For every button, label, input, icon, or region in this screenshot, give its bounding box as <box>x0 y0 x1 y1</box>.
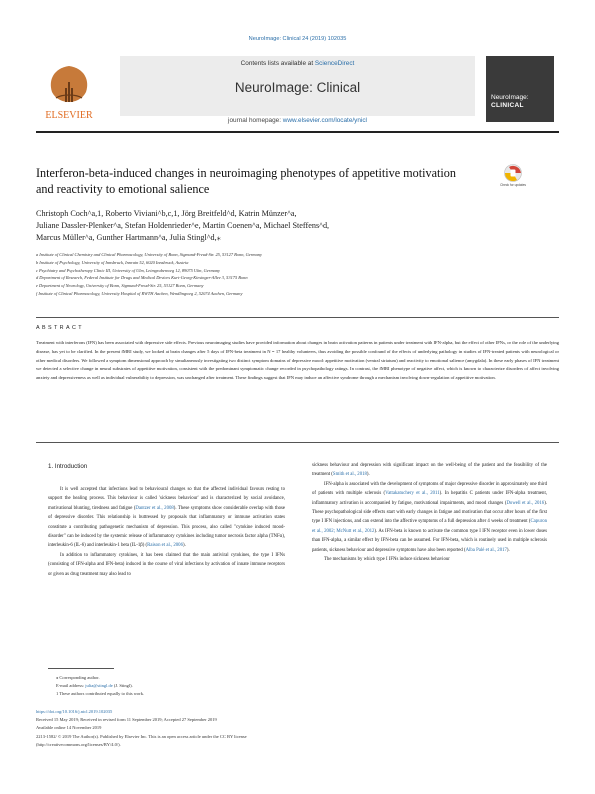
journal-title: NeuroImage: Clinical <box>234 80 361 95</box>
cover-line-1: NeuroImage: <box>491 94 529 101</box>
footnotes <box>56 674 356 698</box>
abstract-heading: ABSTRACT <box>36 325 84 331</box>
corresponding-author-note: ⁎ Corresponding author. <box>56 675 100 680</box>
intro-paragraph-4: The mechanisms by which type I IFNs induce sickness behaviour <box>324 557 450 563</box>
citation-link[interactable]: Vattakatuchery et al., 2011 <box>385 491 440 497</box>
intro-paragraph-1: It is well accepted that infections lead to behavioural changes so that the affected individual favours resting to support the healing process. This behaviour is called 'sickness behaviour' and is characterized by social avoidance, motivational blunting, tiredness and fatigue (Dantzer et al., 2008). These symptoms show considerable overlap with those of depressive disorder. This relationship is buttressed by proposals that inflammatory or immune activation states constitute a contributing pathogenetic mechanism of depression. This process, also called "cytokine induced mood-disorder" can be induced by the systemic release of inflammatory cytokines including tumor necrosis factor alpha (TNFα), interleukin-6 (IL-6) and interleukin-1 beta (IL-1β) (Raison et al., 2006). <box>48 487 285 549</box>
contents-line <box>120 60 475 67</box>
homepage-prefix: journal homepage: <box>228 117 283 124</box>
authors-line-1: Christoph Coch^a,1, Roberto Viviani^b,c,1, Jörg Breitfeld^d, Katrin Münzer^a, <box>36 209 297 218</box>
available-online: Available online 14 November 2019 <box>36 725 102 731</box>
journal-cover-image <box>486 56 554 122</box>
abstract-bottom-rule <box>36 442 559 443</box>
citation-link[interactable]: Raison et al., 2006 <box>147 543 183 549</box>
citation-link[interactable]: Alba Palé et al., 2017 <box>465 547 507 553</box>
article-title: Interferon-beta-induced changes in neuroimaging phenotypes of appetitive motivation and reactivity to emotional salience <box>36 166 456 196</box>
received-dates: Received 15 May 2019; Received in revised form 11 September 2019; Accepted 27 September 2019 <box>36 717 217 723</box>
affiliation: d Department of Research, Federal Institute for Drugs and Medical Devices Kurt-Georg-Kiesinger-Allee 3, 53175 Bonn <box>36 275 248 281</box>
intro-paragraph-2: In addition to inflammatory cytokines, it has been claimed that the main antiviral cytokines, the type I IFNs (consisting of IFN-alpha and IFN-beta) induced in the course of viral infections by activation of innate immune receptors or given as drug treatment may also lead to <box>48 552 285 577</box>
doi-link[interactable]: https://doi.org/10.1016/j.nicl.2019.102035 <box>36 709 113 714</box>
citation-link[interactable]: Smith et al., 2018 <box>332 472 367 478</box>
abstract-text: Treatment with interferons (IFN) has been associated with depressive side effects. Previous neuroimaging studies have provided information about changes in brain activation patterns in patients under treatment with IFN-alpha, but the effect of other IFNs, or the role of the underlying disease, has yet to be clarified. In the present fMRI study, we looked at brain changes after 5 days of IFN-beta treatment in N = 17 healthy volunteers, thus avoiding the possible confound of the effects of underlying pathology in studies of IFN-treated patients with neurological or other medical disorders. We followed a symptom dimensional approach by simultaneously investigating two distinct symptom domains of depressive mood: appetitive motivation (ventral striatum) and reactivity to emotional salience (amygdala). In these early phases of IFN treatment we detected a selective change in neural substrates of appetitive motivation, consistent with the predominant symptomatic change recorded in psychopathology ratings. In contrast, the fMRI phenotype of negative affect, which is known to characterize disorders of affect involving anxiety and depressiveness as well as individual vulnerability to depression, was unchanged after treatment. These findings suggest that IFN may induce an affective syndrome through a mechanism involving down-regulation of appetitive motivation. <box>36 340 559 381</box>
abstract-top-rule <box>36 317 559 318</box>
sciencedirect-link[interactable]: ScienceDirect <box>314 60 355 67</box>
check-for-updates-icon[interactable] <box>502 163 524 193</box>
contents-prefix: Contents lists available at <box>240 60 315 67</box>
affiliation: f Institute of Clinical Pharmacology, University Hospital of RWTH Aachen, Wendlingweg 2, 52074 Aachen, Germany <box>36 290 243 296</box>
license-url[interactable]: (http://creativecommons.org/licenses/BY/4.0/). <box>36 741 121 747</box>
affiliation: c Psychiatry and Psychotherapy Clinic III, University of Ulm, Leimgrubenweg 12, 89075 Ulm, Germany <box>36 267 221 273</box>
email-note: E-mail address: julia@stingl.de (J. Stingl). <box>56 683 133 688</box>
equal-contribution-note: 1 These authors contributed equally to this work. <box>56 691 145 696</box>
article-info-footer <box>36 708 559 749</box>
badge-label: Check for updates <box>500 183 526 187</box>
header-rule <box>36 131 559 133</box>
journal-homepage <box>120 117 475 124</box>
homepage-link[interactable]: www.elsevier.com/locate/ynicl <box>282 117 367 124</box>
intro-paragraph-continued: sickness behaviour and depression with significant impact on the well-being of the patient and the feasibility of the treatment (Smith et al., 2018). <box>312 463 547 478</box>
citation-link[interactable]: Dantzer et al., 2008 <box>135 505 174 511</box>
email-link[interactable]: julia@stingl.de <box>85 683 113 688</box>
intro-paragraph-3: IFN-alpha is associated with the development of symptoms of major depressive disorder in approximately one third of patients with multiple sclerosis (Vattakatuchery et al., 2011). In hepatitis C patients under IFN-alpha treatment, inflammatory activation is accompanied by fatigue, motivational impairments, and mood changes (Dowell et al., 2016). These psychopathological side effects start with early changes in fatigue and motivation that occur after hours of the first type I IFN injections, and can extend into the affective symptoms of a full depression after 4 weeks of treatment (Capuron et al., 2002; McNutt et al., 2012). As IFN-beta is known to activate the common type I IFN receptor even in lower doses than IFN-alpha, a similar effect by IFN-beta can be assumed. For IFN-beta, which is routinely used in multiple sclerosis patients, sickness behaviour and depressive symptoms have also been reported (Alba Palé et al., 2017). <box>312 481 547 553</box>
elsevier-tree-logo <box>36 58 102 122</box>
right-column <box>312 461 547 564</box>
journal-citation[interactable]: NeuroImage: Clinical 24 (2019) 102035 <box>248 36 347 42</box>
citation-link[interactable]: Dowell et al., 2016 <box>506 500 545 506</box>
affiliation-list <box>36 251 536 298</box>
footnote-rule <box>48 668 114 669</box>
section-heading-introduction: 1. Introduction <box>48 463 88 470</box>
authors-line-3: Marcus Müller^a, Gunther Hartmann^a, Julia Stingl^d,⁎ <box>36 233 221 243</box>
affiliation: b Institute of Psychology, University of Innsbruck, Innrain 52, 6020 Innsbruck, Austria <box>36 259 189 265</box>
cover-line-2: CLINICAL <box>491 102 524 109</box>
left-column <box>48 485 285 579</box>
affiliation: a Institute of Clinical Chemistry and Clinical Pharmacology, University of Bonn, Sigmund-Freud-Str. 25, 53127 Bonn, Germany <box>36 252 262 257</box>
license-text: 2213-1582/ © 2019 The Author(s). Published by Elsevier Inc. This is an open access article under the CC BY license <box>36 733 247 739</box>
publisher-name: ELSEVIER <box>45 110 93 121</box>
affiliation: e Department of Neurology, University of Bonn, Sigmund-Freud-Str. 25, 53127 Bonn, Germany <box>36 283 204 289</box>
author-list <box>36 208 536 245</box>
citation-link[interactable]: Capuron et al., 2002; McNutt et al., 2012 <box>312 519 547 534</box>
authors-line-2: Juliane Dassler-Plenker^a, Stefan Holdenrieder^e, Martin Coenen^a, Michael Steffens^d, <box>36 221 330 231</box>
